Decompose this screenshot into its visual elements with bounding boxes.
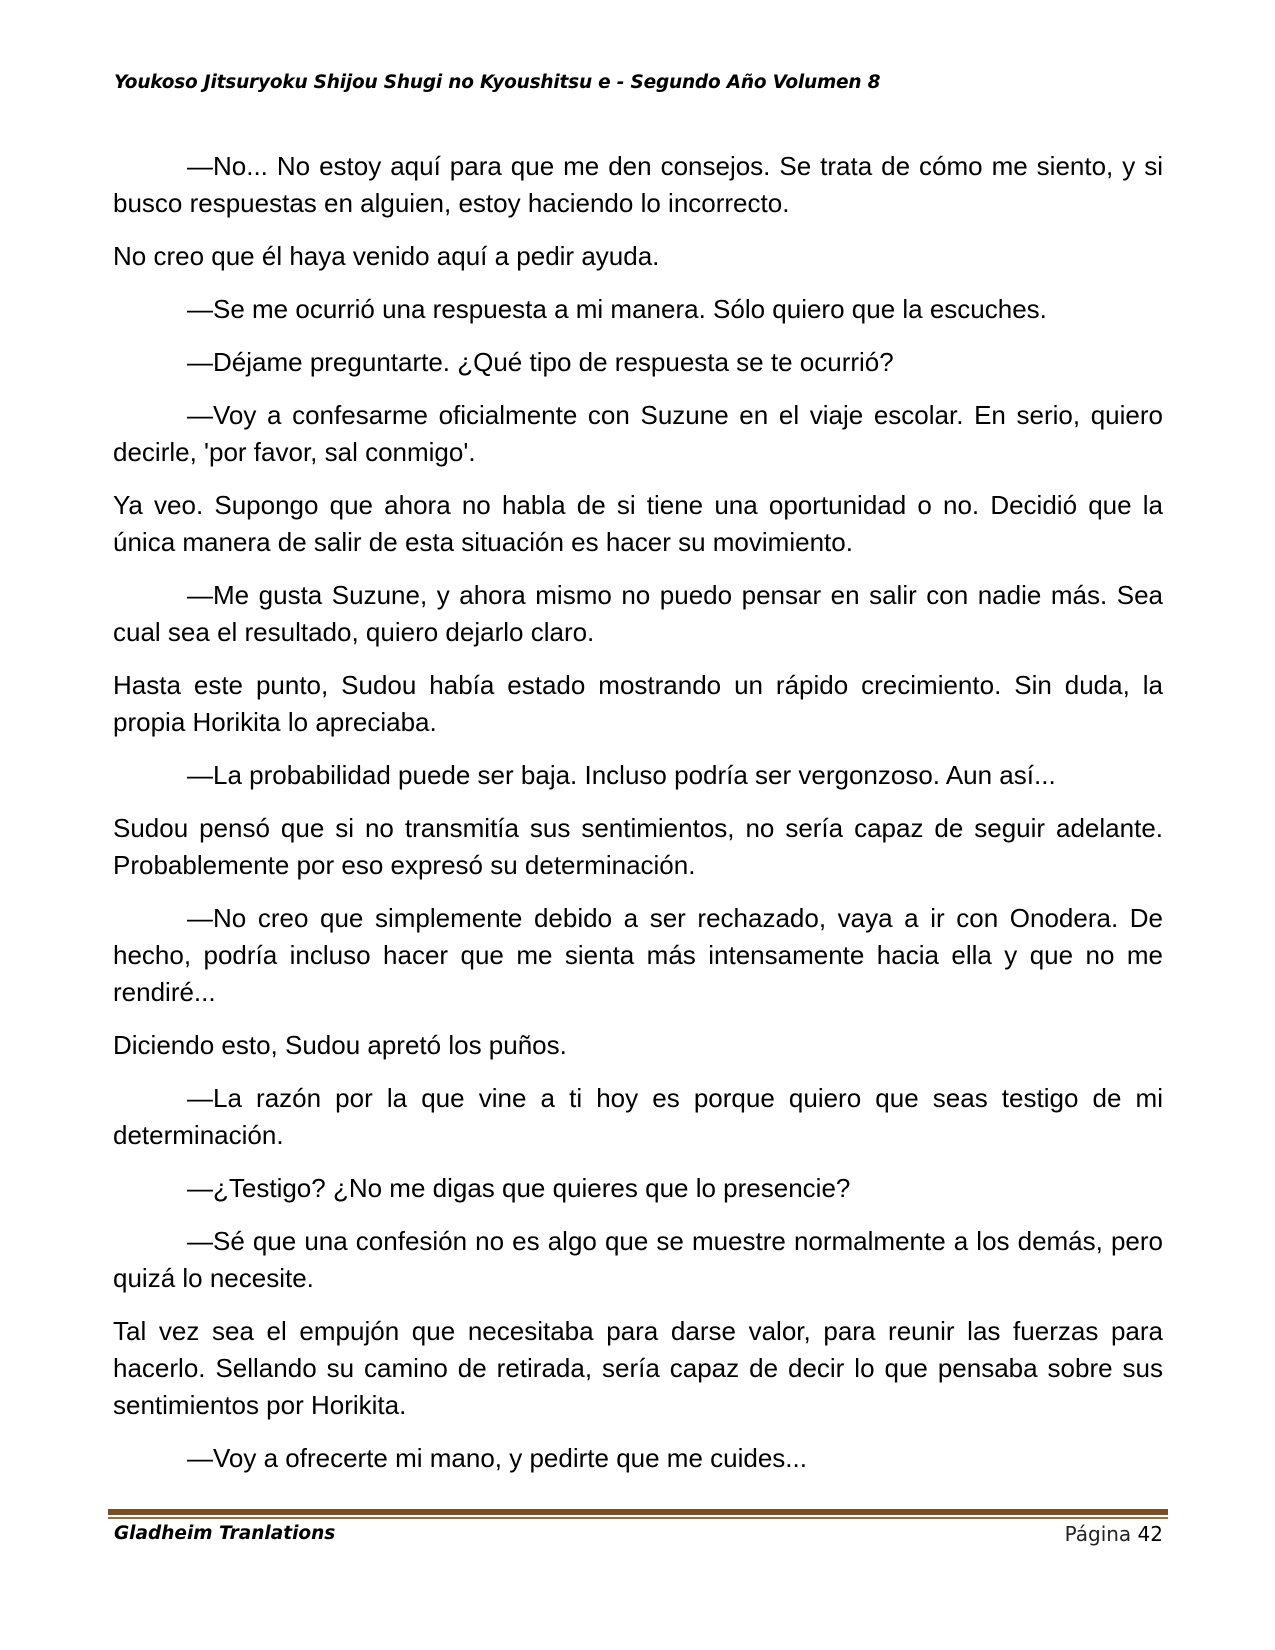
paragraph: No creo que él haya venido aquí a pedir ayuda. [113, 241, 660, 271]
paragraph: Tal vez sea el empujón que necesitaba para darse valor, para reunir las fuerzas para hacerlo. Sellando su camino de retirada, sería capaz de decir lo que pensaba sobre sus sentimientos por Horikita. [113, 1316, 1163, 1420]
paragraph: —Sé que una confesión no es algo que se muestre normalmente a los demás, pero quizá lo necesite. [113, 1226, 1163, 1293]
paragraph: —Déjame preguntarte. ¿Qué tipo de respuesta se te ocurrió? [187, 347, 894, 377]
page-number-label [1065, 1522, 1163, 1546]
paragraph: —La probabilidad puede ser baja. Incluso podría ser vergonzoso. Aun así... [187, 760, 1056, 790]
page-number: 42 [1137, 1522, 1163, 1546]
paragraph: —La razón por la que vine a ti hoy es porque quiero que seas testigo de mi determinación. [113, 1083, 1163, 1150]
paragraph: —Se me ocurrió una respuesta a mi manera. Sólo quiero que la escuches. [187, 294, 1047, 324]
paragraph: —Voy a confesarme oficialmente con Suzune en el viaje escolar. En serio, quiero decirle, 'por favor, sal conmigo'. [113, 400, 1163, 467]
paragraph: —Me gusta Suzune, y ahora mismo no puedo pensar en salir con nadie más. Sea cual sea el resultado, quiero dejarlo claro. [113, 580, 1163, 647]
footer-rule-thick [108, 1509, 1168, 1515]
paragraph: Hasta este punto, Sudou había estado mostrando un rápido crecimiento. Sin duda, la propia Horikita lo apreciaba. [113, 670, 1163, 737]
footer-rule-thin [108, 1517, 1168, 1519]
page-body [113, 148, 1163, 1493]
paragraph: —Voy a ofrecerte mi mano, y pedirte que me cuides... [187, 1443, 807, 1473]
running-header-title: Youkoso Jitsuryoku Shijou Shugi no Kyoushitsu e - Segundo Año Volumen 8 [114, 72, 881, 93]
paragraph: Ya veo. Supongo que ahora no habla de si tiene una oportunidad o no. Decidió que la única manera de salir de esta situación es hacer su movimiento. [113, 490, 1163, 557]
paragraph: —No... No estoy aquí para que me den consejos. Se trata de cómo me siento, y si busco respuestas en alguien, estoy haciendo lo incorrecto. [113, 151, 1163, 218]
footer-translator-credit: Gladheim Tranlations [114, 1523, 336, 1544]
paragraph: Diciendo esto, Sudou apretó los puños. [113, 1030, 567, 1060]
paragraph: Sudou pensó que si no transmitía sus sentimientos, no sería capaz de seguir adelante. Probablemente por eso expresó su determinación. [113, 813, 1163, 880]
page-label: Página [1064, 1522, 1132, 1546]
paragraph: —¿Testigo? ¿No me digas que quieres que lo presencie? [187, 1173, 851, 1203]
paragraph: —No creo que simplemente debido a ser rechazado, vaya a ir con Onodera. De hecho, podría incluso hacer que me sienta más intensamente hacia ella y que no me rendiré... [113, 903, 1163, 1007]
